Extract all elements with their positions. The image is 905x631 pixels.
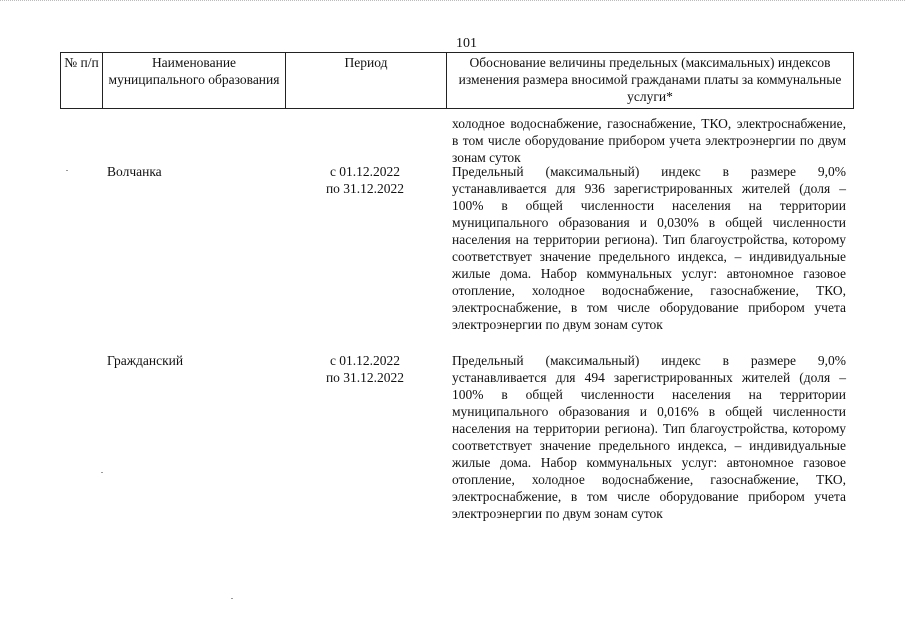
scan-speck bbox=[231, 598, 233, 599]
header-col-period: Период bbox=[286, 53, 447, 109]
scan-speck bbox=[101, 472, 103, 473]
table-header bbox=[60, 52, 854, 109]
period bbox=[300, 352, 430, 386]
scan-speck bbox=[66, 170, 68, 171]
municipality-name: Гражданский bbox=[107, 353, 184, 368]
scan-edge bbox=[0, 0, 905, 2]
period-from: с 01.12.2022 bbox=[329, 164, 401, 179]
basis-text: Предельный (максимальный) индекс в размере 9,0% устанавливается для 494 зарегистрированных жителей (доля – 100% в общей численности населения на территории муниципального образования и 0,016% в общей численности населения на территории региона). Тип благоустройства, которому соответствует значение предельного индекса, – индивидуальные жилые дома. Набор коммунальных услуг: автономное газовое отопление, холодное водоснабжение, газоснабжение, ТКО, электроснабжение, в том числе оборудование прибором учета электроэнергии по двум зонам суток bbox=[452, 353, 846, 521]
header-col-municipality: Наименование муниципального образования bbox=[103, 53, 286, 109]
period-to: по 31.12.2022 bbox=[325, 181, 405, 196]
period-from: с 01.12.2022 bbox=[329, 353, 401, 368]
continuation-text: холодное водоснабжение, газоснабжение, ТКО, электроснабжение, в том числе оборудование прибором учета электроэнергии по двум зонам суток bbox=[452, 116, 846, 165]
period bbox=[300, 163, 430, 197]
header-row bbox=[61, 53, 854, 109]
page-number: 101 bbox=[456, 36, 477, 51]
basis-text: Предельный (максимальный) индекс в размере 9,0% устанавливается для 936 зарегистрированных жителей (доля – 100% в общей численности населения на территории муниципального образования и 0,030% в общей численности населения на территории региона). Тип благоустройства, которому соответствует значение предельного индекса, – индивидуальные жилые дома. Набор коммунальных услуг: автономное газовое отопление, холодное водоснабжение, газоснабжение, ТКО, электроснабжение, в том числе оборудование прибором учета электроэнергии по двум зонам суток bbox=[452, 164, 846, 332]
municipality-name: Волчанка bbox=[107, 164, 162, 179]
header-col-basis: Обоснование величины предельных (максимальных) индексов изменения размера вносимой гражданами платы за коммунальные услуги* bbox=[447, 53, 854, 109]
header-col-number: № п/п bbox=[61, 53, 103, 109]
period-to: по 31.12.2022 bbox=[325, 370, 405, 385]
